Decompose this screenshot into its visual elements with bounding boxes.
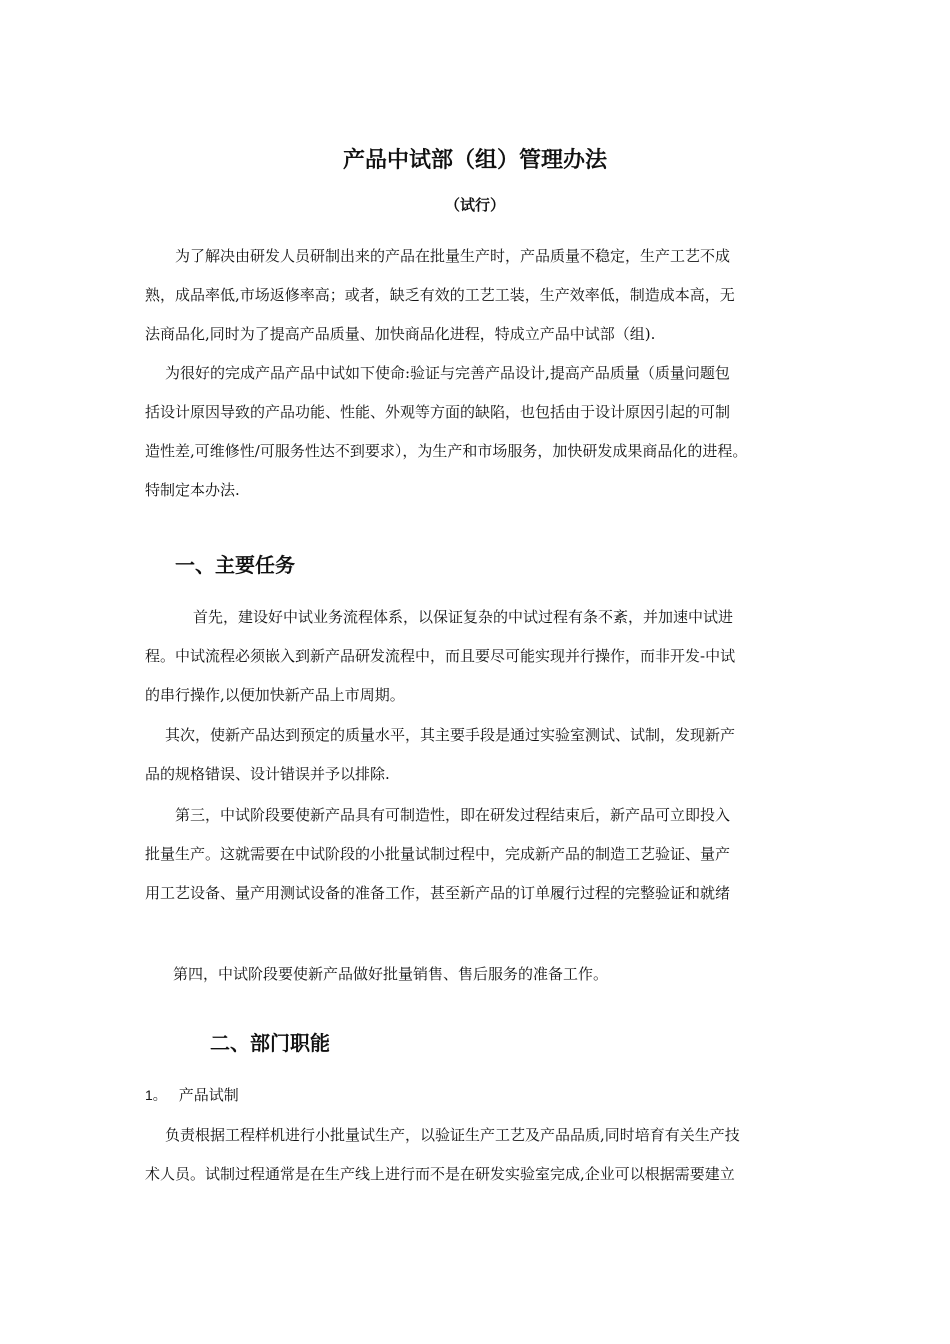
text-line: 批量生产。这就需要在中试阶段的小批量试制过程中，完成新产品的制造工艺验证、量产 xyxy=(145,845,731,863)
text-line: 程。中试流程必须嵌入到新产品研发流程中，而且要尽可能实现并行操作，而非开发-中试 xyxy=(145,647,736,665)
section-heading-main-tasks: 一、主要任务 xyxy=(175,553,295,577)
document-subtitle: （试行） xyxy=(444,196,505,214)
text-line: 熟，成品率低,市场返修率高；或者，缺乏有效的工艺工装，生产效率低，制造成本高，无 xyxy=(145,286,735,304)
section-heading-department-functions: 二、部门职能 xyxy=(210,1031,330,1055)
text-line: 的串行操作,以便加快新产品上市周期。 xyxy=(145,686,405,704)
section1-paragraph-2 xyxy=(145,716,815,794)
document-title: 产品中试部（组）管理办法 xyxy=(342,148,607,173)
section2-paragraph-1 xyxy=(145,1116,815,1194)
numbered-item-1 xyxy=(145,1082,239,1108)
item-number: 1。 xyxy=(145,1087,167,1103)
text-line: 造性差,可维修性/可服务性达不到要求），为生产和市场服务，加快研发成果商品化的进程。 xyxy=(145,442,748,460)
text-line: 负责根据工程样机进行小批量试生产，以验证生产工艺及产品品质,同时培育有关生产技 xyxy=(165,1126,740,1144)
text-line: 为了解决由研发人员研制出来的产品在批量生产时，产品质量不稳定，生产工艺不成 xyxy=(175,247,731,265)
text-line: 括设计原因导致的产品功能、性能、外观等方面的缺陷，也包括由于设计原因引起的可制 xyxy=(145,403,731,421)
text-line: 品的规格错误、设计错误并予以排除. xyxy=(145,765,390,783)
item-label: 产品试制 xyxy=(178,1086,239,1104)
text-line: 为很好的完成产品产品中试如下使命:验证与完善产品设计,提高产品质量（质量问题包 xyxy=(165,364,730,382)
text-line: 第四，中试阶段要使新产品做好批量销售、售后服务的准备工作。 xyxy=(173,965,609,983)
text-line: 首先，建设好中试业务流程体系，以保证复杂的中试过程有条不紊，并加速中试进 xyxy=(193,608,734,626)
section1-paragraph-4 xyxy=(145,955,815,994)
text-line: 用工艺设备、量产用测试设备的准备工作，甚至新产品的订单履行过程的完整验证和就绪 xyxy=(145,884,731,902)
text-line: 第三，中试阶段要使新产品具有可制造性，即在研发过程结束后，新产品可立即投入 xyxy=(175,806,731,824)
intro-paragraph-1 xyxy=(145,237,815,354)
text-line: 其次，使新产品达到预定的质量水平，其主要手段是通过实验室测试、试制，发现新产 xyxy=(165,726,736,744)
text-line: 法商品化,同时为了提高产品质量、加快商品化进程，特成立产品中试部（组). xyxy=(145,325,656,343)
section1-paragraph-3 xyxy=(145,796,815,913)
text-line: 特制定本办法. xyxy=(145,481,240,499)
text-line: 术人员。试制过程通常是在生产线上进行而不是在研发实验室完成,企业可以根据需要建立 xyxy=(145,1165,735,1183)
section1-paragraph-1 xyxy=(145,598,815,715)
intro-paragraph-2 xyxy=(145,354,815,510)
